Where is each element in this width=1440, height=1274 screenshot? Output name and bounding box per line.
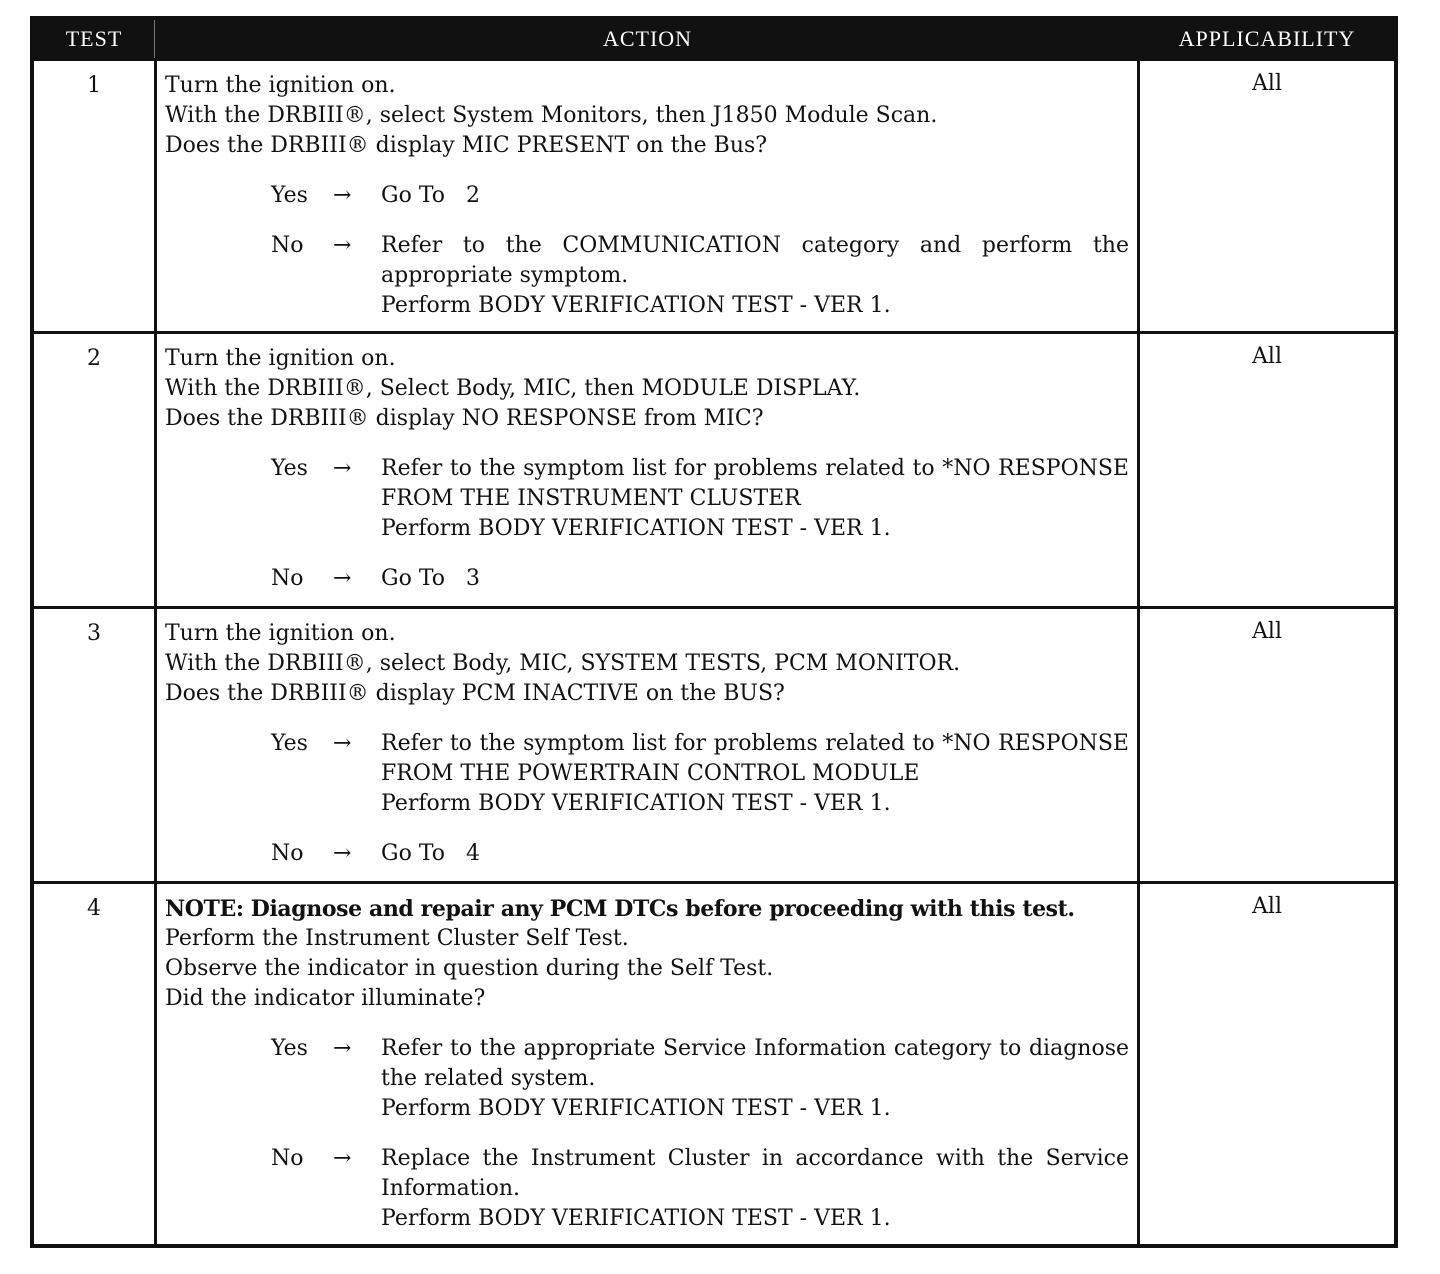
yes-outcome (271, 454, 1129, 544)
action-line: With the DRBIII®, select System Monitors, then J1850 Module Scan. (165, 103, 938, 128)
perform-line: Perform BODY VERIFICATION TEST - VER 1. (381, 1096, 891, 1121)
no-outcome (271, 231, 1129, 321)
arrow-icon: → (333, 456, 352, 481)
header-test: TEST (65, 26, 123, 51)
yes-outcome (271, 1034, 1129, 1124)
table-row (34, 331, 1394, 606)
no-result: Go To 3 (381, 566, 480, 591)
no-text (381, 839, 1129, 869)
yes-result: Refer to the appropriate Service Information category to diagnose the related system. (381, 1036, 1129, 1091)
no-label: No (271, 566, 304, 591)
action-line: Perform the Instrument Cluster Self Test. (165, 926, 629, 951)
action-cell (154, 884, 1140, 1244)
action-line: With the DRBIII®, Select Body, MIC, then MODULE DISPLAY. (165, 376, 861, 401)
arrow-icon: → (333, 566, 352, 591)
test-number: 1 (87, 73, 101, 98)
action-line: Turn the ignition on. (165, 621, 396, 646)
yes-outcome (271, 729, 1129, 819)
action-line: Turn the ignition on. (165, 346, 396, 371)
action-cell (154, 609, 1140, 881)
yes-result: Go To 2 (381, 183, 480, 208)
no-result: Go To 4 (381, 841, 480, 866)
applicability: All (1252, 894, 1282, 919)
action-line: Does the DRBIII® display NO RESPONSE from MIC? (165, 406, 764, 431)
perform-line: Perform BODY VERIFICATION TEST - VER 1. (381, 293, 891, 318)
table-row (34, 881, 1394, 1244)
no-label: No (271, 841, 304, 866)
test-number: 2 (87, 346, 101, 371)
no-result: Replace the Instrument Cluster in accordance with the Service Information. (381, 1146, 1129, 1201)
header-action: ACTION (154, 20, 1140, 58)
no-result: Refer to the COMMUNICATION category and perform the appropriate symptom. (381, 233, 1129, 288)
arrow-icon: → (333, 233, 352, 258)
arrow-icon: → (333, 841, 352, 866)
yes-outcome (271, 181, 1129, 211)
action-line: Did the indicator illuminate? (165, 986, 486, 1011)
action-cell (154, 334, 1140, 606)
perform-line: Perform BODY VERIFICATION TEST - VER 1. (381, 791, 891, 816)
arrow-icon: → (333, 183, 352, 208)
applicability: All (1252, 344, 1282, 369)
perform-line: Perform BODY VERIFICATION TEST - VER 1. (381, 516, 891, 541)
no-label: No (271, 1146, 304, 1171)
table-row (34, 58, 1394, 331)
action-line: Does the DRBIII® display PCM INACTIVE on the BUS? (165, 681, 785, 706)
yes-label: Yes (271, 456, 308, 481)
yes-result: Refer to the symptom list for problems related to *NO RESPONSE FROM THE INSTRUMENT CLUSTER (381, 456, 1129, 511)
action-line: With the DRBIII®, select Body, MIC, SYSTEM TESTS, PCM MONITOR. (165, 651, 961, 676)
yes-text (381, 181, 1129, 211)
yes-label: Yes (271, 183, 308, 208)
table-row (34, 606, 1394, 881)
no-text (381, 1144, 1129, 1234)
arrow-icon: → (333, 1036, 352, 1061)
no-text (381, 231, 1129, 321)
action-line: Does the DRBIII® display MIC PRESENT on the Bus? (165, 133, 768, 158)
arrow-icon: → (333, 1146, 352, 1171)
no-outcome (271, 1144, 1129, 1234)
applicability: All (1252, 619, 1282, 644)
yes-result: Refer to the symptom list for problems related to *NO RESPONSE FROM THE POWERTRAIN CONTROL MODULE (381, 731, 1129, 786)
no-outcome (271, 564, 1129, 594)
perform-line: Perform BODY VERIFICATION TEST - VER 1. (381, 1206, 891, 1231)
note-text: NOTE: Diagnose and repair any PCM DTCs before proceeding with this test. (165, 896, 1075, 922)
yes-text (381, 454, 1129, 544)
action-line: Observe the indicator in question during the Self Test. (165, 956, 774, 981)
test-number: 4 (87, 896, 101, 921)
test-number: 3 (87, 621, 101, 646)
no-text (381, 564, 1129, 594)
no-label: No (271, 233, 304, 258)
header-applicability: APPLICABILITY (1178, 26, 1356, 51)
yes-text (381, 729, 1129, 819)
applicability: All (1252, 71, 1282, 96)
yes-label: Yes (271, 1036, 308, 1061)
no-outcome (271, 839, 1129, 869)
action-cell (154, 61, 1140, 331)
table-header (34, 20, 1394, 58)
arrow-icon: → (333, 731, 352, 756)
action-line: Turn the ignition on. (165, 73, 396, 98)
diagnostic-table (30, 16, 1398, 1248)
yes-text (381, 1034, 1129, 1124)
yes-label: Yes (271, 731, 308, 756)
